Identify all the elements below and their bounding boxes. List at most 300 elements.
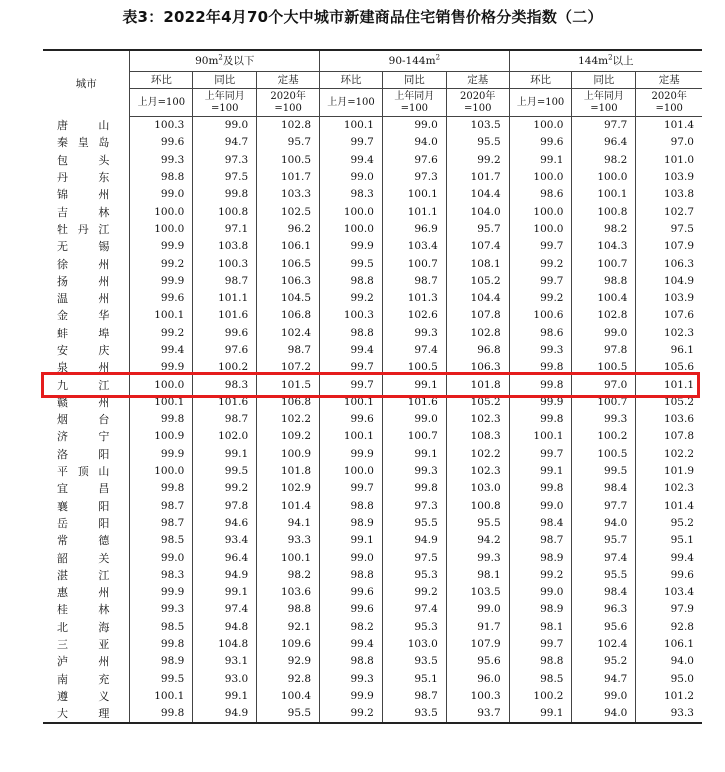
index-value: 95.1	[636, 532, 702, 549]
index-value: 103.0	[382, 636, 446, 653]
index-value: 97.4	[382, 601, 446, 618]
price-index-table	[43, 49, 702, 724]
index-value: 107.8	[636, 428, 702, 445]
index-value: 99.6	[320, 601, 383, 618]
index-value: 96.0	[446, 671, 509, 688]
index-value: 99.9	[130, 273, 193, 290]
index-value: 98.7	[382, 273, 446, 290]
index-value: 98.8	[509, 653, 572, 670]
table-row	[43, 446, 702, 463]
index-value: 101.6	[382, 394, 446, 411]
city-name: 秦皇岛	[57, 136, 110, 150]
index-value: 102.7	[636, 203, 702, 220]
index-value: 104.8	[193, 636, 257, 653]
index-value: 101.4	[636, 117, 702, 135]
table-row	[43, 532, 702, 549]
index-value: 97.6	[382, 152, 446, 169]
index-value: 105.2	[446, 394, 509, 411]
index-value: 102.2	[257, 411, 320, 428]
index-value: 98.8	[572, 273, 636, 290]
index-value: 99.5	[130, 671, 193, 688]
index-value: 97.4	[572, 549, 636, 566]
index-value: 100.1	[257, 549, 320, 566]
index-value: 99.7	[320, 376, 383, 393]
index-value: 99.1	[509, 152, 572, 169]
index-value: 100.7	[572, 394, 636, 411]
index-value: 98.7	[130, 498, 193, 515]
index-value: 106.3	[446, 359, 509, 376]
index-value: 101.1	[193, 290, 257, 307]
index-value: 101.7	[446, 169, 509, 186]
index-value: 97.5	[636, 221, 702, 238]
index-value: 98.2	[320, 619, 383, 636]
index-value: 104.5	[257, 290, 320, 307]
index-value: 98.8	[130, 169, 193, 186]
index-value: 95.5	[382, 515, 446, 532]
index-value: 100.4	[257, 688, 320, 705]
city-name: 岳阳	[57, 516, 110, 530]
index-value: 103.5	[446, 584, 509, 601]
group-header-medium: $90-144m^2$	[320, 50, 510, 72]
index-value: 99.2	[509, 255, 572, 272]
base-label-line1: 上年同月	[204, 90, 245, 102]
index-value: 99.1	[320, 532, 383, 549]
index-value: 99.2	[446, 152, 509, 169]
index-value: 99.2	[193, 480, 257, 497]
index-value: 98.8	[320, 567, 383, 584]
table-row	[43, 169, 702, 186]
index-value: 100.8	[572, 203, 636, 220]
index-value: 99.8	[509, 480, 572, 497]
yoy-header: 同比	[572, 72, 636, 89]
index-value: 102.9	[257, 480, 320, 497]
city-name: 锦州	[57, 188, 110, 202]
index-value: 99.0	[382, 117, 446, 135]
city-name: 泸州	[57, 655, 110, 669]
sub-header-row	[43, 72, 702, 89]
city-name: 金华	[57, 309, 110, 323]
index-value: 97.3	[382, 169, 446, 186]
base-label	[509, 89, 572, 117]
city-name: 赣州	[57, 395, 110, 409]
index-value: 96.2	[257, 221, 320, 238]
index-value: 99.3	[509, 342, 572, 359]
index-value: 93.3	[636, 705, 702, 723]
index-value: 97.0	[636, 134, 702, 151]
index-value: 106.8	[257, 307, 320, 324]
index-value: 106.8	[257, 394, 320, 411]
index-value: 99.6	[636, 567, 702, 584]
table-row	[43, 238, 702, 255]
index-value: 99.0	[193, 117, 257, 135]
city-name: 吉林	[57, 205, 110, 219]
index-value: 93.4	[193, 532, 257, 549]
index-value: 99.2	[130, 325, 193, 342]
index-value: 100.3	[130, 117, 193, 135]
index-value: 97.3	[382, 498, 446, 515]
index-value: 95.1	[382, 671, 446, 688]
table-row	[43, 376, 702, 393]
table-row	[43, 515, 702, 532]
index-value: 100.0	[572, 169, 636, 186]
index-value: 101.5	[257, 376, 320, 393]
city-name: 常德	[57, 534, 110, 548]
index-value: 99.0	[320, 549, 383, 566]
table-row	[43, 152, 702, 169]
index-value: 100.0	[509, 117, 572, 135]
group-header-small: $90m^2$及以下	[130, 50, 320, 72]
index-value: 96.4	[572, 134, 636, 151]
city-name: 徐州	[57, 257, 110, 271]
yoy-header: 同比	[193, 72, 257, 89]
index-value: 99.1	[382, 446, 446, 463]
index-value: 93.5	[382, 705, 446, 723]
index-value: 100.5	[572, 359, 636, 376]
index-value: 99.2	[320, 705, 383, 723]
index-value: 102.3	[636, 480, 702, 497]
index-value: 101.7	[257, 169, 320, 186]
city-name: 三亚	[57, 638, 110, 652]
table-row	[43, 584, 702, 601]
index-value: 101.2	[636, 688, 702, 705]
index-value: 100.0	[130, 463, 193, 480]
index-value: 95.5	[257, 705, 320, 723]
table-row	[43, 688, 702, 705]
fixed-base-header: 定基	[446, 72, 509, 89]
index-value: 98.3	[320, 186, 383, 203]
index-value: 102.4	[572, 636, 636, 653]
index-value: 94.1	[257, 515, 320, 532]
index-value: 99.7	[320, 134, 383, 151]
index-value: 101.6	[193, 394, 257, 411]
index-value: 100.8	[446, 498, 509, 515]
index-value: 105.2	[636, 394, 702, 411]
city-name: 九江	[57, 378, 110, 392]
index-value: 95.2	[572, 653, 636, 670]
index-value: 99.0	[446, 601, 509, 618]
index-value: 95.3	[382, 567, 446, 584]
table-row	[43, 255, 702, 272]
index-value: 104.4	[446, 186, 509, 203]
base-label-line1: 2020年	[459, 90, 496, 102]
index-value: 102.8	[446, 325, 509, 342]
index-value: 100.3	[193, 255, 257, 272]
index-value: 107.9	[446, 636, 509, 653]
index-value: 98.3	[130, 567, 193, 584]
index-value: 101.6	[193, 307, 257, 324]
index-value: 104.9	[636, 273, 702, 290]
index-value: 100.8	[193, 203, 257, 220]
index-value: 99.4	[320, 342, 383, 359]
index-value: 93.7	[446, 705, 509, 723]
index-value: 95.5	[572, 567, 636, 584]
index-value: 98.1	[509, 619, 572, 636]
index-value: 95.7	[257, 134, 320, 151]
base-label-line2: =100	[590, 102, 618, 114]
index-value: 100.7	[382, 428, 446, 445]
mom-header: 环比	[130, 72, 193, 89]
index-value: 99.0	[509, 498, 572, 515]
table-row	[43, 117, 702, 135]
index-value: 96.4	[193, 549, 257, 566]
index-value: 100.0	[130, 203, 193, 220]
index-value: 102.3	[636, 325, 702, 342]
index-value: 102.3	[446, 411, 509, 428]
index-value: 99.3	[572, 411, 636, 428]
index-value: 99.0	[320, 169, 383, 186]
index-value: 103.8	[193, 238, 257, 255]
index-value: 100.0	[320, 221, 383, 238]
index-value: 98.9	[509, 601, 572, 618]
index-value: 103.4	[636, 584, 702, 601]
index-value: 100.9	[257, 446, 320, 463]
index-value: 98.6	[509, 186, 572, 203]
index-value: 100.6	[509, 307, 572, 324]
index-value: 100.7	[382, 255, 446, 272]
base-label	[320, 89, 383, 117]
index-value: 99.7	[320, 480, 383, 497]
index-value: 99.2	[382, 584, 446, 601]
index-value: 98.9	[130, 653, 193, 670]
index-value: 99.7	[509, 273, 572, 290]
index-value: 99.7	[509, 238, 572, 255]
index-value: 94.0	[382, 134, 446, 151]
index-value: 106.3	[257, 273, 320, 290]
index-value: 99.2	[130, 255, 193, 272]
table-row	[43, 498, 702, 515]
index-value: 99.0	[130, 549, 193, 566]
base-label-line1: 上年同月	[583, 90, 624, 102]
index-value: 102.0	[193, 428, 257, 445]
table-row	[43, 653, 702, 670]
table-row	[43, 463, 702, 480]
index-value: 99.1	[509, 705, 572, 723]
index-value: 102.2	[636, 446, 702, 463]
index-value: 107.2	[257, 359, 320, 376]
table-row	[43, 601, 702, 618]
index-value: 98.7	[193, 411, 257, 428]
index-value: 98.7	[130, 515, 193, 532]
city-name: 桂林	[57, 603, 110, 617]
index-value: 99.9	[130, 446, 193, 463]
index-value: 98.5	[509, 671, 572, 688]
city-name: 南充	[57, 672, 110, 686]
index-value: 102.2	[446, 446, 509, 463]
index-value: 92.9	[257, 653, 320, 670]
table-row	[43, 671, 702, 688]
index-value: 99.8	[509, 376, 572, 393]
index-value: 103.9	[636, 169, 702, 186]
index-value: 99.8	[130, 480, 193, 497]
index-value: 99.6	[130, 134, 193, 151]
index-value: 107.4	[446, 238, 509, 255]
base-header-row	[43, 89, 702, 117]
index-value: 92.1	[257, 619, 320, 636]
index-value: 93.1	[193, 653, 257, 670]
index-value: 98.4	[572, 584, 636, 601]
table-row	[43, 411, 702, 428]
city-name: 安庆	[57, 344, 110, 357]
index-value: 100.0	[320, 203, 383, 220]
index-value: 100.1	[320, 394, 383, 411]
yoy-header: 同比	[382, 72, 446, 89]
index-value: 102.5	[257, 203, 320, 220]
index-value: 99.8	[509, 359, 572, 376]
index-value: 99.9	[320, 446, 383, 463]
base-label-line1: 上月=100	[327, 96, 375, 108]
index-value: 99.7	[509, 636, 572, 653]
index-value: 100.5	[572, 446, 636, 463]
index-value: 99.3	[382, 325, 446, 342]
fixed-base-header: 定基	[636, 72, 702, 89]
index-value: 93.3	[257, 532, 320, 549]
table-title: 表3：2022年4月70个大中城市新建商品住宅销售价格分类指数（二）	[122, 8, 603, 26]
base-label-line1: 2020年	[270, 90, 306, 102]
index-value: 95.0	[636, 671, 702, 688]
index-value: 104.3	[572, 238, 636, 255]
index-value: 98.9	[509, 549, 572, 566]
table-row	[43, 273, 702, 290]
table-row	[43, 290, 702, 307]
index-value: 96.1	[636, 342, 702, 359]
index-value: 103.0	[446, 480, 509, 497]
city-name: 烟台	[57, 413, 110, 427]
index-value: 99.6	[130, 290, 193, 307]
table-row	[43, 342, 702, 359]
index-value: 99.8	[130, 705, 193, 723]
index-value: 97.4	[193, 601, 257, 618]
index-value: 94.9	[193, 567, 257, 584]
index-value: 98.8	[320, 273, 383, 290]
index-value: 97.0	[572, 376, 636, 393]
index-value: 100.3	[446, 688, 509, 705]
index-value: 96.8	[446, 342, 509, 359]
city-name: 泉州	[57, 361, 110, 375]
index-value: 98.7	[193, 273, 257, 290]
table-row	[43, 428, 702, 445]
index-value: 98.5	[130, 532, 193, 549]
index-value: 94.9	[193, 705, 257, 723]
mom-header: 环比	[320, 72, 383, 89]
index-value: 100.1	[320, 428, 383, 445]
index-value: 100.1	[572, 186, 636, 203]
index-value: 99.1	[509, 463, 572, 480]
index-value: 93.0	[193, 671, 257, 688]
index-value: 100.2	[509, 688, 572, 705]
table-row	[43, 705, 702, 723]
index-value: 95.6	[446, 653, 509, 670]
index-value: 98.6	[509, 325, 572, 342]
index-value: 108.3	[446, 428, 509, 445]
index-value: 99.8	[382, 480, 446, 497]
city-name: 洛阳	[57, 447, 110, 461]
index-value: 99.2	[509, 290, 572, 307]
index-value: 95.2	[636, 515, 702, 532]
index-value: 100.2	[193, 359, 257, 376]
city-name: 牡丹江	[57, 222, 110, 236]
index-value: 97.9	[636, 601, 702, 618]
base-label-line1: 上年同月	[394, 90, 435, 102]
index-value: 102.8	[257, 117, 320, 135]
index-value: 100.1	[130, 688, 193, 705]
index-value: 95.7	[446, 221, 509, 238]
city-name: 襄阳	[57, 499, 110, 513]
index-value: 102.8	[572, 307, 636, 324]
index-value: 99.5	[572, 463, 636, 480]
index-value: 103.6	[636, 411, 702, 428]
city-name: 无锡	[57, 240, 110, 254]
index-value: 99.8	[130, 636, 193, 653]
index-value: 98.5	[130, 619, 193, 636]
index-value: 95.5	[446, 134, 509, 151]
city-name: 扬州	[57, 274, 110, 288]
index-value: 95.5	[446, 515, 509, 532]
index-value: 101.3	[382, 290, 446, 307]
table-row	[43, 567, 702, 584]
index-value: 99.9	[320, 688, 383, 705]
index-value: 99.4	[130, 342, 193, 359]
index-value: 99.8	[193, 186, 257, 203]
index-value: 99.3	[446, 549, 509, 566]
index-value: 95.7	[572, 532, 636, 549]
index-value: 109.2	[257, 428, 320, 445]
index-value: 99.3	[130, 601, 193, 618]
index-value: 99.0	[572, 325, 636, 342]
table-row	[43, 394, 702, 411]
index-value: 102.4	[257, 325, 320, 342]
index-value: 100.0	[509, 221, 572, 238]
index-value: 99.8	[130, 411, 193, 428]
index-value: 102.6	[382, 307, 446, 324]
base-label	[193, 89, 257, 117]
base-label-line2: =100	[210, 102, 239, 114]
table-row	[43, 134, 702, 151]
index-value: 99.6	[320, 584, 383, 601]
index-value: 100.0	[130, 221, 193, 238]
index-value: 99.6	[193, 325, 257, 342]
index-value: 99.4	[636, 549, 702, 566]
table-row	[43, 307, 702, 324]
table-row	[43, 480, 702, 497]
index-value: 106.1	[257, 238, 320, 255]
index-value: 99.0	[572, 688, 636, 705]
index-value: 100.4	[572, 290, 636, 307]
index-value: 100.5	[382, 359, 446, 376]
index-value: 103.3	[257, 186, 320, 203]
index-value: 97.5	[382, 549, 446, 566]
index-value: 101.4	[257, 498, 320, 515]
base-label-line2: =100	[655, 102, 683, 114]
index-value: 94.2	[446, 532, 509, 549]
index-value: 95.3	[382, 619, 446, 636]
index-value: 92.8	[257, 671, 320, 688]
index-value: 98.4	[509, 515, 572, 532]
index-value: 99.1	[193, 688, 257, 705]
city-name: 丹东	[57, 171, 110, 185]
index-value: 99.0	[509, 584, 572, 601]
index-value: 97.7	[572, 498, 636, 515]
index-value: 98.7	[382, 688, 446, 705]
index-value: 102.3	[446, 463, 509, 480]
index-value: 99.1	[193, 584, 257, 601]
index-value: 99.3	[382, 463, 446, 480]
table-row	[43, 359, 702, 376]
index-value: 100.1	[130, 307, 193, 324]
index-value: 109.6	[257, 636, 320, 653]
index-value: 100.0	[320, 463, 383, 480]
index-value: 100.1	[509, 428, 572, 445]
city-name: 惠州	[57, 586, 110, 600]
